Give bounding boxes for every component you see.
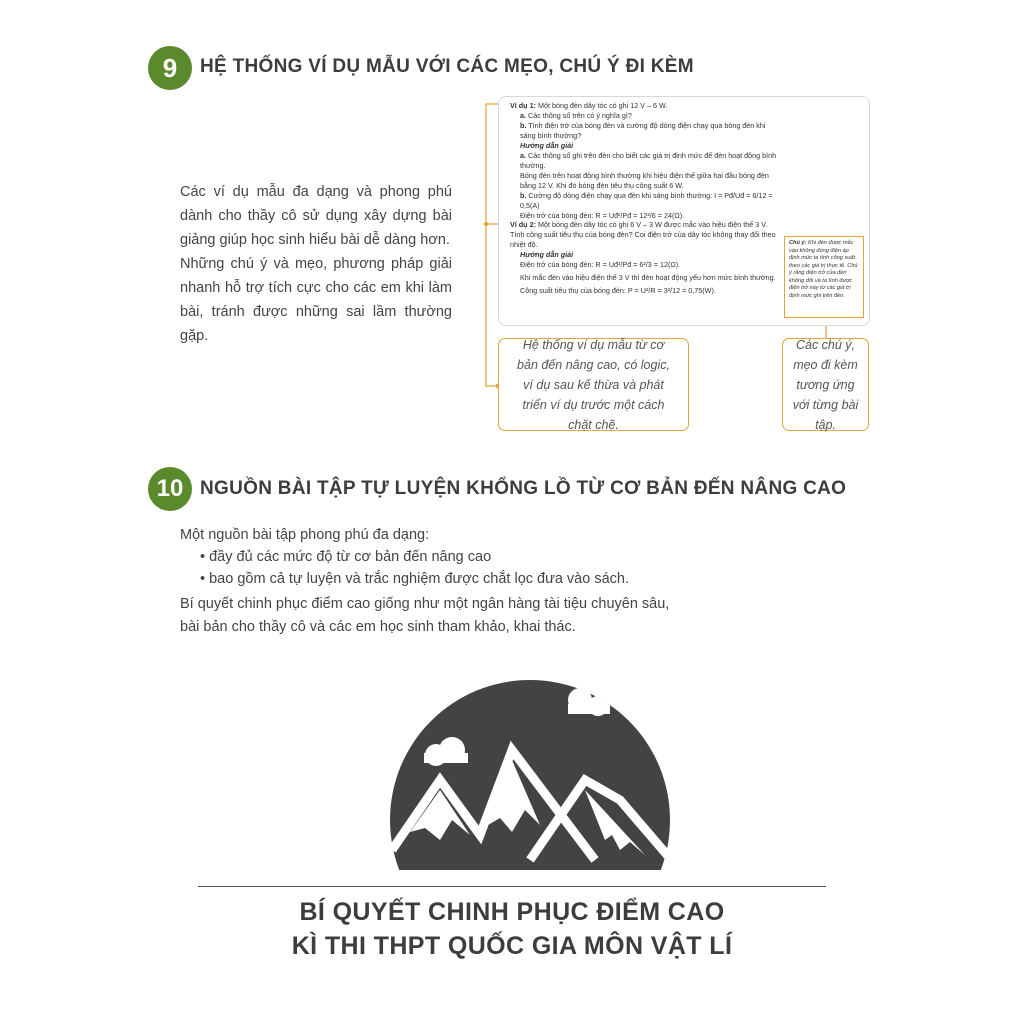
mountain-logo bbox=[380, 660, 680, 880]
example-2 bbox=[510, 220, 780, 296]
example-2-text: Một bóng đèn dây tóc có ghi 6 V – 3 W được mắc vào hiệu điện thế 3 V. Tính công suất tiêu thụ của bóng đèn? Coi điện trở của dây tóc không thay đổi theo nhiệt độ. bbox=[510, 220, 776, 249]
solution-b: Cường độ dòng điện chạy qua đèn khi sáng bình thường: I = Pđ/Uđ = 6/12 = 0,5(A) bbox=[520, 191, 773, 210]
footer-title-2: KÌ THI THPT QUỐC GIA MÔN VẬT LÍ bbox=[291, 932, 733, 960]
section-10-lead: Một nguồn bài tập phong phú đa dạng: bbox=[180, 527, 430, 543]
solution-a-label: a. bbox=[520, 151, 526, 160]
note-text: Khi đèn được mắc vào không đúng điện áp định mức ta tính công suất theo các giá trị thực tế. Chú ý rằng điện trở của đèn không đổi và ta tính được điện trở này từ các giá trị định mức ghi trên đèn. bbox=[789, 240, 858, 299]
solution-2-line-3: Công suất tiêu thụ của bóng đèn: P = U²/R = 3²/12 = 0,75(W). bbox=[520, 286, 716, 295]
example-1-a: Các thông số trên có ý nghĩa gì? bbox=[528, 111, 632, 120]
solution-2-line-1: Điện trở của bóng đèn: R = Uđ²/Pđ = 6²/3 = 12(Ω). bbox=[520, 260, 681, 269]
bullet-item: • đầy đủ các mức độ từ cơ bản đến nâng cao bbox=[200, 549, 492, 565]
note-label: Chú ý: bbox=[789, 240, 807, 246]
intro-paragraph-1: Các ví dụ mẫu đa dạng và phong phú dành cho thầy cô sử dụng xây dựng bài giảng giúp học sinh hiểu bài dễ dàng hơn. bbox=[180, 184, 452, 248]
example-1-label: Ví dụ 1: bbox=[510, 101, 536, 110]
footer-divider bbox=[198, 886, 826, 887]
bullet-text-1: đầy đủ các mức độ từ cơ bản đến nâng cao bbox=[209, 549, 492, 565]
example-1-text: Một bóng đèn dây tóc có ghi 12 V – 6 W. bbox=[537, 101, 668, 110]
callout-left-text: Hệ thống ví dụ mẫu từ cơ bản đến nâng cao, có logic, ví dụ sau kế thừa và phát triển ví dụ trước một cách chặt chẽ. bbox=[517, 337, 670, 432]
footer-title-1: BÍ QUYẾT CHINH PHỤC ĐIỂM CAO bbox=[299, 898, 725, 926]
callout-left bbox=[498, 338, 689, 431]
cloud-right bbox=[568, 688, 610, 716]
section-9-badge: 9 bbox=[148, 46, 192, 90]
solution-2-line-2: Khi mắc đèn vào hiệu điện thế 3 V thì đèn hoạt động yếu hơn mức bình thường. bbox=[520, 273, 776, 282]
solution-a: Các thông số ghi trên đèn cho biết các giá trị định mức để đèn hoạt động bình thường. bbox=[520, 151, 777, 170]
example-1-b: Tính điện trở của bóng đèn và cường độ dòng điện chạy qua bóng đèn khi sáng bình thường? bbox=[520, 121, 766, 140]
section-9-title: HỆ THỐNG VÍ DỤ MẪU VỚI CÁC MẸO, CHÚ Ý ĐI KÈM bbox=[200, 56, 694, 77]
guide-label-2: Hướng dẫn giải bbox=[520, 250, 574, 259]
example-1-a-label: a. bbox=[520, 111, 526, 120]
callout-right bbox=[782, 338, 869, 431]
guide-label-1: Hướng dẫn giải bbox=[520, 141, 574, 150]
callout-right-text: Các chú ý, mẹo đi kèm tương ứng với từng bài tập. bbox=[792, 337, 859, 432]
intro-paragraph-2: Những chú ý và mẹo, phương pháp giải nhanh hỗ trợ tích cực cho các em khi làm bài, tránh được những sai lầm thường gặp. bbox=[180, 256, 452, 344]
note-box bbox=[784, 236, 864, 318]
section-9-intro bbox=[180, 180, 452, 348]
bullet-item: • bao gồm cả tự luyện và trắc nghiệm được chắt lọc đưa vào sách. bbox=[200, 571, 629, 587]
example-1-b-label: b. bbox=[520, 121, 527, 130]
section-10-paragraph-1: Bí quyết chinh phục điểm cao giống như một ngân hàng tài tiệu chuyên sâu, bbox=[180, 596, 670, 612]
bullet-text-2: bao gồm cả tự luyện và trắc nghiệm được chắt lọc đưa vào sách. bbox=[209, 571, 629, 587]
section-10-title: NGUỒN BÀI TẬP TỰ LUYỆN KHỔNG LỒ TỪ CƠ BẢN ĐẾN NÂNG CAO bbox=[200, 478, 847, 499]
example-2-label: Ví dụ 2: bbox=[510, 220, 536, 229]
solution-a2: Bóng đèn trên hoạt động bình thường khi hiệu điện thế giữa hai đầu bóng đèn bằng 12 V. Khi đó bóng đèn tiêu thụ công suất 6 W. bbox=[520, 171, 769, 190]
section-10-paragraph-2: bài bản cho thầy cô và các em học sinh tham khảo, khai thác. bbox=[180, 619, 576, 635]
example-1 bbox=[510, 101, 780, 221]
section-10-badge: 10 bbox=[148, 467, 192, 511]
solution-b-label: b. bbox=[520, 191, 527, 200]
solution-b2: Điện trở của bóng đèn: R = Uđ²/Pđ = 12²/6 = 24(Ω). bbox=[520, 211, 685, 220]
